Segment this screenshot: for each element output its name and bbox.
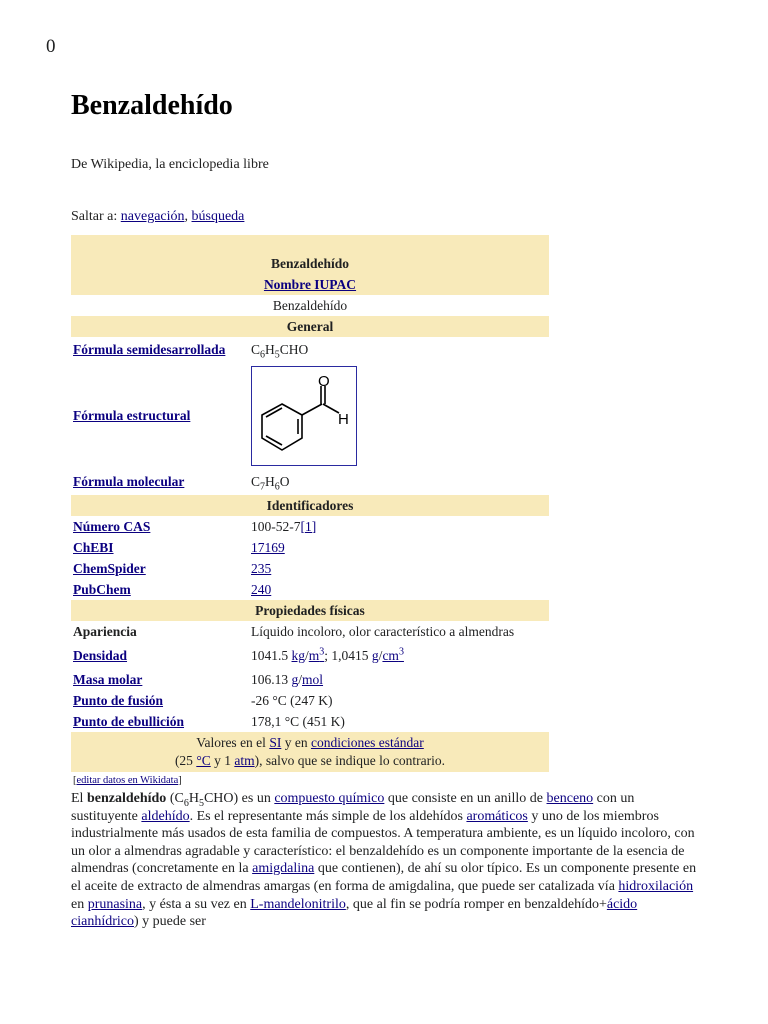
- page-title: Benzaldehído: [71, 90, 233, 121]
- row-estructural: [71, 363, 549, 469]
- fusion-value: -26 °C (247 K): [251, 692, 333, 708]
- densidad-value: 1041.5 kg/m$^3$; 1,0415 g/cm$^3$: [251, 646, 404, 663]
- row-masa-molar: [71, 669, 549, 690]
- ebullicion-link[interactable]: Punto de ebullición: [73, 713, 185, 729]
- molecular-value: $C_7H_6O$: [251, 474, 290, 493]
- cm3-link[interactable]: cm$^3$: [382, 646, 404, 663]
- benzaldehyde-structure-icon: [252, 367, 356, 465]
- mandelonitrilo-link[interactable]: L-mandelonitrilo: [250, 896, 346, 912]
- atm-link[interactable]: atm: [234, 753, 255, 768]
- infobox-footer: Valores en el SI y en condiciones estándar (25 °C y 1 atm), salvo que se indique lo contrario.: [71, 732, 549, 772]
- row-pubchem: [71, 579, 549, 600]
- si-link[interactable]: SI: [269, 735, 282, 750]
- cas-value: 100-52-7: [251, 518, 301, 534]
- apariencia-value: Líquido incoloro, olor característico a almendras: [251, 624, 515, 639]
- edit-wikidata-link[interactable]: editar datos en Wikidata: [76, 775, 179, 786]
- chebi-link[interactable]: ChEBI: [73, 539, 114, 555]
- amigdalina-link[interactable]: amigdalina: [252, 861, 315, 877]
- acido-cianhidrico-link[interactable]: ácido cianhídrico: [71, 896, 638, 930]
- tagline: De Wikipedia, la enciclopedia libre: [71, 157, 269, 172]
- section-propiedades: [71, 600, 549, 621]
- section-identificadores: [71, 495, 549, 516]
- oxygen-atom: O: [318, 373, 330, 390]
- section-identificadores-title: Identificadores: [266, 497, 354, 513]
- pubchem-value-link[interactable]: 240: [251, 581, 272, 597]
- chemspider-value-link[interactable]: 235: [251, 560, 272, 576]
- densidad-link[interactable]: Densidad: [73, 648, 128, 663]
- compuesto-quimico-link[interactable]: compuesto químico: [274, 791, 385, 806]
- apariencia-label: Apariencia: [73, 624, 137, 639]
- jump-separator: ,: [184, 209, 192, 224]
- iupac-value-row: [71, 295, 549, 316]
- cas-ref-link[interactable]: [1]: [300, 518, 317, 534]
- row-apariencia: [71, 621, 549, 643]
- row-fusion: [71, 690, 549, 711]
- pubchem-link[interactable]: PubChem: [73, 581, 131, 597]
- g-mol-g-link[interactable]: g: [291, 671, 299, 687]
- ebullicion-value: 178,1 °C (451 K): [251, 713, 345, 729]
- edit-wikidata: [editar datos en Wikidata]: [73, 775, 182, 786]
- masa-molar-link[interactable]: Masa molar: [73, 671, 143, 687]
- article-intro: El benzaldehído $(C_6H_5CHO)$ es un compuesto químico que consiste en un anillo de benceno con un sustituyente aldehído. Es el representante más simple de los aldehídos aromáticos y uno de los miembros industrialmente más usados de esta familia de compuestos. A temperatura ambiente, es un líquido incoloro, con un olor a almendras agradable y característico: el benzaldehído es un componente importante de la esencia de almendras (concretamente en la amigdalina que contienen), de ahí su olor típico. Es un componente presente en el aceite de extracto de almendras amargas (en forma de amigdalina, que puede ser catalizada vía hidroxilación en prunasina, y ésta a su vez en L-mandelonitrilo, que al fin se podría romper en benzaldehído+ácido cianhídrico) y puede ser: [71, 791, 697, 930]
- prunasina-link[interactable]: prunasina: [87, 896, 143, 912]
- chemspider-link[interactable]: ChemSpider: [73, 560, 146, 576]
- masa-molar-value: 106.13 g/mol: [251, 671, 324, 687]
- section-general-title: General: [286, 318, 334, 334]
- infobox-title: Benzaldehído: [270, 256, 349, 271]
- condiciones-link[interactable]: condiciones estándar: [310, 735, 424, 750]
- kg-link[interactable]: kg: [291, 648, 305, 663]
- row-ebullicion: [71, 711, 549, 732]
- mol-link[interactable]: mol: [302, 671, 324, 687]
- row-chemspider: [71, 558, 549, 579]
- g-link[interactable]: g: [371, 648, 379, 663]
- row-semidesarrollada: [71, 337, 549, 363]
- m3-link[interactable]: m$^3$: [308, 646, 325, 663]
- fusion-link[interactable]: Punto de fusión: [73, 692, 164, 708]
- aromaticos-link[interactable]: aromáticos: [466, 808, 528, 824]
- semidesarrollada-link[interactable]: Fórmula semidesarrollada: [73, 342, 226, 357]
- hydrogen-atom: H: [338, 411, 349, 428]
- semidesarrollada-value: $C_6H_5CHO$: [251, 342, 309, 361]
- structure-image[interactable]: [251, 366, 357, 466]
- benceno-link[interactable]: benceno: [546, 791, 594, 806]
- jump-links: [71, 209, 244, 225]
- iupac-link[interactable]: Nombre IUPAC: [263, 276, 357, 292]
- nav-link[interactable]: navegación: [120, 209, 185, 224]
- row-chebi: [71, 537, 549, 558]
- row-cas: [71, 516, 549, 537]
- celsius-link[interactable]: °C: [196, 753, 211, 768]
- hidroxilacion-link[interactable]: hidroxilación: [618, 878, 694, 894]
- molecular-link[interactable]: Fórmula molecular: [73, 474, 185, 489]
- aldehido-link[interactable]: aldehído: [141, 808, 190, 824]
- row-molecular: [71, 469, 549, 495]
- bold-term: benzaldehído: [86, 791, 167, 806]
- iupac-label-row: [71, 274, 549, 295]
- page-number: 0: [46, 36, 56, 57]
- jump-prefix: Saltar a:: [71, 209, 121, 224]
- infobox: [71, 235, 549, 772]
- infobox-title-row: [71, 235, 549, 274]
- section-propiedades-title: Propiedades físicas: [255, 602, 365, 618]
- chebi-value-link[interactable]: 17169: [251, 539, 285, 555]
- row-densidad: [71, 643, 549, 669]
- search-link[interactable]: búsqueda: [191, 209, 245, 224]
- section-general: [71, 316, 549, 337]
- iupac-value: Benzaldehído: [272, 297, 348, 313]
- estructural-link[interactable]: Fórmula estructural: [73, 408, 191, 423]
- cas-link[interactable]: Número CAS: [73, 518, 151, 534]
